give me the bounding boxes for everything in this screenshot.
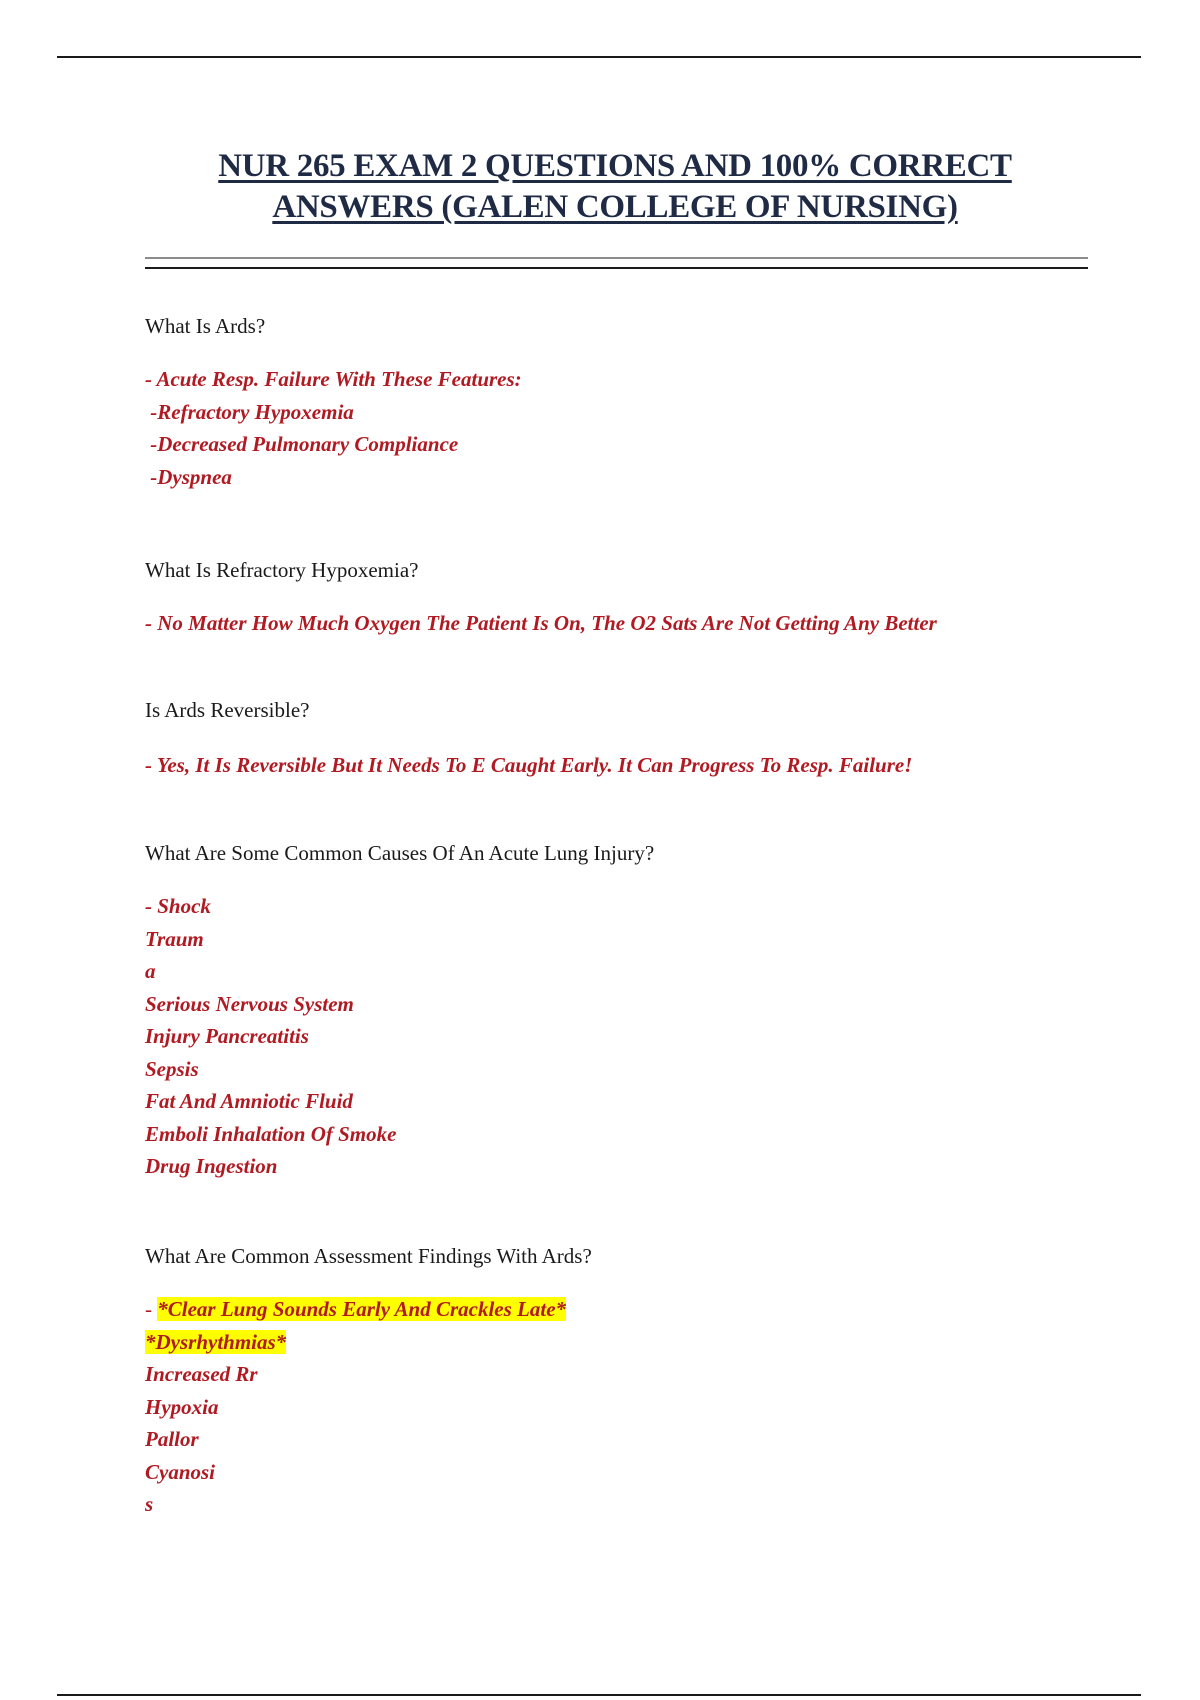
- answer-line: Traum: [145, 926, 204, 951]
- title-line-1: NUR 265 EXAM 2 QUESTIONS AND 100% CORRECT: [218, 148, 1012, 184]
- answer-line: Serious Nervous System: [145, 991, 354, 1016]
- answer-line: a: [145, 959, 156, 983]
- page-bottom-rule: [57, 1694, 1141, 1696]
- answer-line: Pallor: [145, 1427, 199, 1451]
- answer-line: Injury Pancreatitis: [145, 1024, 309, 1048]
- answer-line: Fat And Amniotic Fluid: [145, 1089, 353, 1113]
- title-divider: [145, 257, 1088, 271]
- answer-line: - No Matter How Much Oxygen The Patient Is On, The O2 Sats Are Not Getting Any Better: [145, 611, 937, 635]
- answer-dash: -: [145, 1297, 158, 1321]
- title-line-2: ANSWERS (GALEN COLLEGE OF NURSING): [272, 189, 958, 225]
- answer-line: [145, 1293, 1085, 1326]
- answer-line: [145, 1326, 1085, 1359]
- qa-item-refractory-hypoxemia: [145, 557, 1085, 640]
- document-title: [145, 146, 1085, 228]
- highlighted-text: *Clear Lung Sounds Early And Crackles Late*: [157, 1297, 567, 1321]
- answer-line: -Dyspnea: [145, 464, 232, 489]
- answer: [145, 1293, 1085, 1521]
- answer-line: Sepsis: [145, 1056, 199, 1081]
- answer-line: Drug Ingestion: [145, 1154, 278, 1178]
- answer: [145, 749, 1085, 782]
- qa-item-assessment-findings: [145, 1243, 1085, 1521]
- answer: [145, 363, 1085, 493]
- answer-line: -Decreased Pulmonary Compliance: [145, 432, 459, 456]
- qa-item-ards-reversible: [145, 697, 1085, 782]
- qa-item-ards: [145, 313, 1085, 493]
- question: What Are Some Common Causes Of An Acute Lung Injury?: [145, 841, 655, 865]
- answer-line: s: [145, 1492, 154, 1516]
- answer-line: - Yes, It Is Reversible But It Needs To E Caught Early. It Can Progress To Resp. Failure!: [145, 753, 913, 777]
- answer: [145, 890, 1085, 1183]
- answer-line: Emboli Inhalation Of Smoke: [145, 1121, 397, 1146]
- question: What Is Refractory Hypoxemia?: [145, 558, 419, 582]
- answer: [145, 607, 1085, 640]
- question: Is Ards Reversible?: [145, 698, 310, 722]
- answer-line: - Acute Resp. Failure With These Features:: [145, 367, 522, 391]
- answer-line: -Refractory Hypoxemia: [145, 399, 354, 424]
- qa-item-acute-lung-injury-causes: [145, 840, 1085, 1183]
- highlighted-text: *Dysrhythmias*: [145, 1329, 287, 1354]
- answer-line: Cyanosi: [145, 1459, 216, 1484]
- page-top-rule: [57, 56, 1141, 58]
- question: What Are Common Assessment Findings With Ards?: [145, 1244, 592, 1268]
- answer-line: Increased Rr: [145, 1362, 258, 1386]
- question: What Is Ards?: [145, 314, 266, 338]
- answer-line: Hypoxia: [145, 1394, 219, 1419]
- answer-line: - Shock: [145, 894, 211, 918]
